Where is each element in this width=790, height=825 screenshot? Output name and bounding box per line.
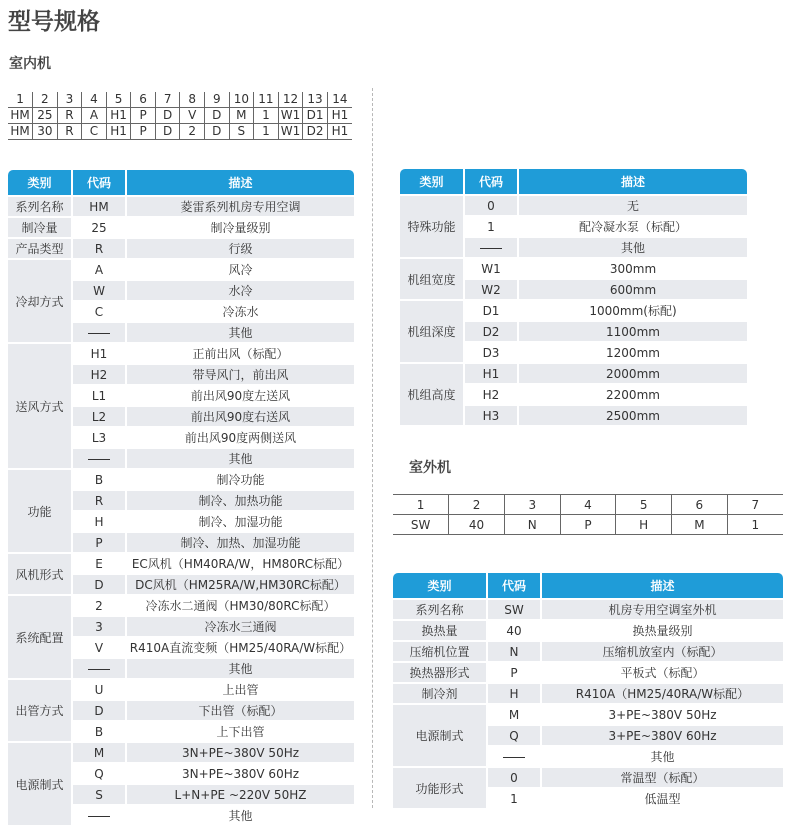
spec-description: 机房专用空调室外机: [541, 599, 783, 620]
spec-code: [72, 448, 126, 469]
spec-row: [8, 595, 354, 616]
spec-code: R: [72, 490, 126, 511]
spec-row: [400, 300, 747, 321]
spec-code: 25: [72, 217, 126, 238]
spec-header: 描述: [541, 573, 783, 599]
spec-code: 3: [72, 616, 126, 637]
code-row: [8, 124, 352, 140]
spec-row: [400, 363, 747, 384]
spec-code: [72, 658, 126, 679]
spec-row: [400, 195, 747, 216]
spec-category: 功能: [8, 469, 72, 553]
spec-category: 功能形式: [393, 767, 487, 808]
indoor-title: 室内机: [9, 56, 51, 72]
code-cell: A: [82, 108, 107, 124]
spec-category: 电源制式: [8, 742, 72, 825]
code-cell: 12: [278, 92, 303, 108]
spec-category: 压缩机位置: [393, 641, 487, 662]
spec-category: 出管方式: [8, 679, 72, 742]
outdoor-spec-table: [393, 573, 783, 808]
code-cell: 3: [504, 495, 560, 515]
spec-row: [8, 259, 354, 280]
code-row: [8, 92, 352, 108]
spec-header-row: [400, 169, 747, 195]
code-cell: HM: [8, 108, 33, 124]
spec-description: 300mm: [518, 258, 747, 279]
spec-code: 1: [464, 216, 518, 237]
spec-category: 系列名称: [393, 599, 487, 620]
spec-row: [8, 217, 354, 238]
spec-description: 2200mm: [518, 384, 747, 405]
spec-description: 无: [518, 195, 747, 216]
spec-description: 菱雷系列机房专用空调: [126, 196, 354, 217]
code-cell: D1: [303, 108, 328, 124]
code-cell: W1: [278, 124, 303, 140]
spec-description: 上下出管: [126, 721, 354, 742]
spec-code: 0: [464, 195, 518, 216]
dash-mark: [88, 333, 110, 334]
spec-code: [464, 237, 518, 258]
spec-code: Q: [72, 763, 126, 784]
spec-row: [393, 599, 783, 620]
dash-mark: [88, 816, 110, 817]
spec-description: 其他: [541, 746, 783, 767]
code-cell: D: [155, 108, 180, 124]
spec-description: 其他: [126, 658, 354, 679]
spec-description: 冷冻水: [126, 301, 354, 322]
spec-category: 制冷剂: [393, 683, 487, 704]
code-cell: 8: [180, 92, 205, 108]
spec-description: 其他: [126, 448, 354, 469]
code-cell: 6: [131, 92, 156, 108]
spec-row: [393, 620, 783, 641]
spec-header-row: [8, 170, 354, 196]
dash-mark: [88, 669, 110, 670]
indoor-extra-spec-table: [400, 169, 747, 425]
code-cell: H1: [106, 124, 131, 140]
spec-code: H1: [464, 363, 518, 384]
spec-code: H1: [72, 343, 126, 364]
spec-row: [393, 683, 783, 704]
spec-header: 描述: [518, 169, 747, 195]
spec-description: 行级: [126, 238, 354, 259]
spec-code: [487, 746, 541, 767]
spec-row: [393, 704, 783, 725]
spec-description: 常温型（标配）: [541, 767, 783, 788]
code-cell: 3: [57, 92, 82, 108]
code-cell: W1: [278, 108, 303, 124]
code-row: [8, 108, 352, 124]
page-title: 型号规格: [8, 9, 100, 35]
code-cell: 30: [33, 124, 58, 140]
spec-header: 代码: [464, 169, 518, 195]
spec-code: M: [487, 704, 541, 725]
spec-description: 其他: [518, 237, 747, 258]
spec-code: 2: [72, 595, 126, 616]
spec-category: 制冷量: [8, 217, 72, 238]
code-cell: 2: [449, 495, 505, 515]
spec-description: 1000mm(标配): [518, 300, 747, 321]
spec-description: EC风机（HM40RA/W，HM80RC标配）: [126, 553, 354, 574]
spec-code: [72, 322, 126, 343]
spec-description: 正前出风（标配）: [126, 343, 354, 364]
spec-description: 2500mm: [518, 405, 747, 425]
code-cell: 4: [82, 92, 107, 108]
spec-header: 描述: [126, 170, 354, 196]
spec-category: 系统配置: [8, 595, 72, 679]
spec-code: M: [72, 742, 126, 763]
code-cell: P: [131, 108, 156, 124]
spec-category: 风机形式: [8, 553, 72, 595]
spec-description: 制冷功能: [126, 469, 354, 490]
code-cell: N: [504, 515, 560, 535]
spec-description: 3+PE~380V 50Hz: [541, 704, 783, 725]
code-cell: S: [229, 124, 254, 140]
spec-code: [72, 805, 126, 825]
code-cell: H1: [327, 124, 352, 140]
spec-row: [393, 767, 783, 788]
code-row: [393, 515, 783, 535]
spec-header: 代码: [487, 573, 541, 599]
spec-row: [8, 553, 354, 574]
divider: [372, 88, 373, 808]
spec-description: 配冷凝水泵（标配）: [518, 216, 747, 237]
spec-code: B: [72, 469, 126, 490]
code-cell: 5: [616, 495, 672, 515]
spec-code: U: [72, 679, 126, 700]
indoor-code-table: [8, 92, 352, 140]
spec-description: 其他: [126, 322, 354, 343]
code-cell: P: [131, 124, 156, 140]
spec-description: 平板式（标配）: [541, 662, 783, 683]
spec-description: 冷冻水二通阀（HM30/80RC标配）: [126, 595, 354, 616]
spec-category: 送风方式: [8, 343, 72, 469]
code-cell: 1: [393, 495, 449, 515]
spec-code: V: [72, 637, 126, 658]
spec-code: Q: [487, 725, 541, 746]
spec-row: [8, 469, 354, 490]
spec-code: P: [72, 532, 126, 553]
spec-description: L+N+PE ~220V 50HZ: [126, 784, 354, 805]
spec-description: 3N+PE~380V 60Hz: [126, 763, 354, 784]
outdoor-code-table: [393, 494, 783, 535]
spec-description: R410A（HM25/40RA/W标配）: [541, 683, 783, 704]
code-cell: M: [229, 108, 254, 124]
spec-code: 0: [487, 767, 541, 788]
code-cell: H1: [106, 108, 131, 124]
code-cell: 6: [672, 495, 728, 515]
spec-code: H: [72, 511, 126, 532]
code-cell: H: [616, 515, 672, 535]
code-cell: 2: [33, 92, 58, 108]
spec-code: D2: [464, 321, 518, 342]
spec-description: 1200mm: [518, 342, 747, 363]
spec-row: [393, 662, 783, 683]
spec-code: H3: [464, 405, 518, 425]
code-cell: 40: [449, 515, 505, 535]
spec-code: H2: [72, 364, 126, 385]
spec-row: [8, 196, 354, 217]
spec-description: 制冷、加热功能: [126, 490, 354, 511]
code-cell: V: [180, 108, 205, 124]
code-cell: 1: [727, 515, 783, 535]
code-cell: 4: [560, 495, 616, 515]
spec-description: 下出管（标配）: [126, 700, 354, 721]
code-cell: R: [57, 108, 82, 124]
spec-code: L1: [72, 385, 126, 406]
spec-description: 600mm: [518, 279, 747, 300]
spec-category: 系列名称: [8, 196, 72, 217]
spec-code: D1: [464, 300, 518, 321]
spec-description: 其他: [126, 805, 354, 825]
spec-code: H2: [464, 384, 518, 405]
spec-code: C: [72, 301, 126, 322]
spec-header: 类别: [8, 170, 72, 196]
spec-code: R: [72, 238, 126, 259]
spec-header-row: [393, 573, 783, 599]
code-cell: D: [205, 108, 230, 124]
spec-description: 冷冻水三通阀: [126, 616, 354, 637]
spec-description: 前出风90度两侧送风: [126, 427, 354, 448]
outdoor-title: 室外机: [409, 460, 451, 476]
code-cell: 9: [205, 92, 230, 108]
code-cell: C: [82, 124, 107, 140]
spec-description: 3N+PE~380V 50Hz: [126, 742, 354, 763]
spec-category: 机组宽度: [400, 258, 464, 300]
spec-header: 代码: [72, 170, 126, 196]
code-cell: D: [155, 124, 180, 140]
spec-description: 上出管: [126, 679, 354, 700]
spec-row: [8, 742, 354, 763]
code-cell: 10: [229, 92, 254, 108]
code-cell: 25: [33, 108, 58, 124]
spec-code: B: [72, 721, 126, 742]
spec-row: [400, 258, 747, 279]
spec-code: D: [72, 700, 126, 721]
dash-mark: [480, 248, 502, 249]
spec-description: 1100mm: [518, 321, 747, 342]
spec-code: L3: [72, 427, 126, 448]
spec-description: DC风机（HM25RA/W,HM30RC标配）: [126, 574, 354, 595]
spec-description: 3+PE~380V 60Hz: [541, 725, 783, 746]
code-cell: 14: [327, 92, 352, 108]
spec-code: E: [72, 553, 126, 574]
code-cell: H1: [327, 108, 352, 124]
spec-description: 2000mm: [518, 363, 747, 384]
spec-code: SW: [487, 599, 541, 620]
spec-code: HM: [72, 196, 126, 217]
spec-code: W1: [464, 258, 518, 279]
spec-row: [8, 343, 354, 364]
code-cell: 1: [254, 108, 279, 124]
spec-category: 冷却方式: [8, 259, 72, 343]
spec-description: 压缩机放室内（标配）: [541, 641, 783, 662]
dash-mark: [88, 459, 110, 460]
spec-header: 类别: [393, 573, 487, 599]
code-cell: 1: [254, 124, 279, 140]
spec-description: 制冷量级别: [126, 217, 354, 238]
spec-row: [393, 641, 783, 662]
spec-code: 1: [487, 788, 541, 808]
spec-code: L2: [72, 406, 126, 427]
spec-row: [8, 238, 354, 259]
spec-code: D3: [464, 342, 518, 363]
spec-row: [8, 679, 354, 700]
spec-description: 风冷: [126, 259, 354, 280]
code-cell: M: [672, 515, 728, 535]
spec-category: 电源制式: [393, 704, 487, 767]
spec-category: 机组高度: [400, 363, 464, 425]
spec-description: 低温型: [541, 788, 783, 808]
spec-description: R410A直流变频（HM25/40RA/W标配）: [126, 637, 354, 658]
spec-category: 机组深度: [400, 300, 464, 363]
spec-header: 类别: [400, 169, 464, 195]
spec-code: N: [487, 641, 541, 662]
code-cell: D: [205, 124, 230, 140]
code-cell: 1: [8, 92, 33, 108]
code-cell: 7: [727, 495, 783, 515]
spec-category: 换热器形式: [393, 662, 487, 683]
spec-category: 产品类型: [8, 238, 72, 259]
spec-description: 前出风90度右送风: [126, 406, 354, 427]
code-cell: SW: [393, 515, 449, 535]
dash-mark: [503, 757, 525, 758]
code-row: [393, 495, 783, 515]
code-cell: 5: [106, 92, 131, 108]
code-cell: 2: [180, 124, 205, 140]
spec-code: W: [72, 280, 126, 301]
spec-description: 前出风90度左送风: [126, 385, 354, 406]
code-cell: HM: [8, 124, 33, 140]
spec-code: A: [72, 259, 126, 280]
spec-description: 换热量级别: [541, 620, 783, 641]
spec-description: 制冷、加湿功能: [126, 511, 354, 532]
spec-category: 换热量: [393, 620, 487, 641]
spec-code: W2: [464, 279, 518, 300]
code-cell: R: [57, 124, 82, 140]
code-cell: 7: [155, 92, 180, 108]
spec-code: H: [487, 683, 541, 704]
code-cell: D2: [303, 124, 328, 140]
code-cell: 13: [303, 92, 328, 108]
spec-code: 40: [487, 620, 541, 641]
spec-description: 带导风门，前出风: [126, 364, 354, 385]
spec-code: D: [72, 574, 126, 595]
spec-description: 制冷、加热、加湿功能: [126, 532, 354, 553]
spec-description: 水冷: [126, 280, 354, 301]
spec-category: 特殊功能: [400, 195, 464, 258]
code-cell: 11: [254, 92, 279, 108]
indoor-spec-table: [8, 170, 354, 825]
code-cell: P: [560, 515, 616, 535]
spec-code: S: [72, 784, 126, 805]
spec-code: P: [487, 662, 541, 683]
